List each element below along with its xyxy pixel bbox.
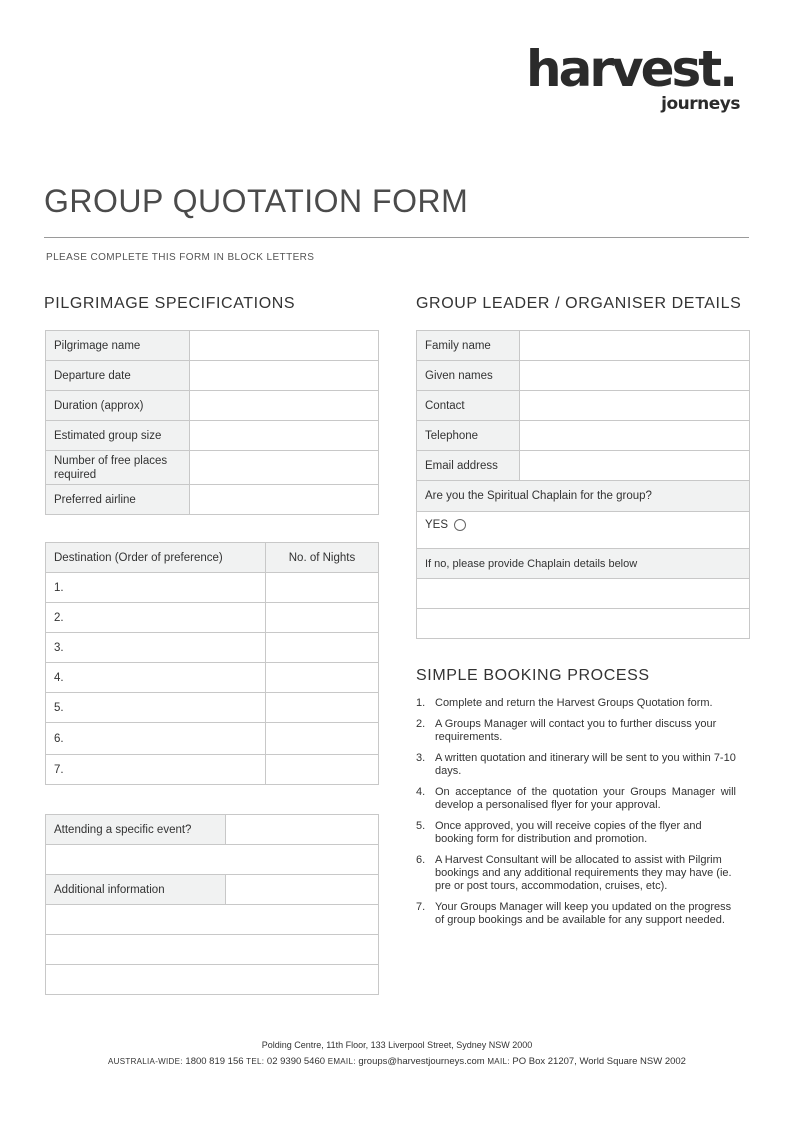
pilgrimage-heading: PILGRIMAGE SPECIFICATIONS <box>44 295 296 312</box>
row-number: 4. <box>54 671 64 684</box>
table-row <box>46 845 379 875</box>
pilgrimage-name-label: Pilgrimage name <box>46 331 190 361</box>
step-text: Once approved, you will receive copies of the flyer and booking form for distribution and promotion. <box>435 820 702 845</box>
step-text: A written quotation and itinerary will be sent to you within 7-10 days. <box>435 752 736 777</box>
additional-info-label: Additional information <box>46 875 226 905</box>
logo-subtitle: journeys <box>661 94 740 114</box>
specific-event-field[interactable] <box>226 815 379 845</box>
table-row <box>46 815 379 845</box>
title-divider <box>44 237 749 238</box>
pilgrimage-table <box>45 330 379 515</box>
destination-field[interactable] <box>46 663 266 693</box>
telephone-label: Telephone <box>417 421 520 451</box>
step-text: A Harvest Consultant will be allocated to assist with Pilgrim bookings and any additional requirements they may have (ie. pre or post tours, accommodation, cruises, etc). <box>435 854 732 892</box>
leader-table <box>416 330 750 639</box>
nights-field[interactable] <box>266 663 379 693</box>
row-number: 5. <box>54 701 64 714</box>
preferred-airline-label: Preferred airline <box>46 485 190 515</box>
table-row <box>46 755 379 785</box>
destination-column-header: Destination (Order of preference) <box>46 543 266 573</box>
chaplain-question: Are you the Spiritual Chaplain for the group? <box>417 481 750 512</box>
free-places-field[interactable] <box>190 451 379 485</box>
destination-field[interactable] <box>46 693 266 723</box>
mail-address: PO Box 21207, World Square NSW 2002 <box>512 1056 686 1067</box>
departure-date-label: Departure date <box>46 361 190 391</box>
additional-table <box>45 814 379 995</box>
table-header-row <box>46 543 379 573</box>
table-row <box>46 603 379 633</box>
step-text: Your Groups Manager will keep you updated on the progress of group bookings and be available for any support needed. <box>435 901 732 926</box>
table-row <box>46 875 379 905</box>
table-row <box>46 693 379 723</box>
step-text: On acceptance of the quotation your Groups Manager will develop a personalised flyer for your approval. <box>435 786 736 811</box>
table-row <box>46 331 379 361</box>
table-row <box>46 723 379 755</box>
tel-label: TEL: <box>246 1057 265 1066</box>
family-name-label: Family name <box>417 331 520 361</box>
preferred-airline-field[interactable] <box>190 485 379 515</box>
table-row <box>417 421 750 451</box>
table-row <box>46 485 379 515</box>
list-item: 6. A Harvest Consultant will be allocated to assist with Pilgrim bookings and any additional requirements they may have (ie. pre or post tours, accommodation, cruises, etc). <box>416 854 732 892</box>
chaplain-answer-cell <box>417 512 750 549</box>
table-row <box>417 451 750 481</box>
additional-info-line[interactable] <box>46 905 379 935</box>
specific-event-label: Attending a specific event? <box>46 815 226 845</box>
given-names-label: Given names <box>417 361 520 391</box>
row-number: 3. <box>54 641 64 654</box>
table-row <box>46 965 379 995</box>
table-row <box>417 481 750 512</box>
group-size-label: Estimated group size <box>46 421 190 451</box>
list-item: 3. A written quotation and itinerary will be sent to you within 7-10 days. <box>416 752 736 777</box>
booking-steps-list <box>416 697 736 935</box>
nights-field[interactable] <box>266 603 379 633</box>
destination-field[interactable] <box>46 603 266 633</box>
destination-field[interactable] <box>46 573 266 603</box>
row-number: 1. <box>54 581 64 594</box>
table-row <box>46 573 379 603</box>
destinations-table <box>45 542 379 785</box>
nights-field[interactable] <box>266 755 379 785</box>
contact-label: Contact <box>417 391 520 421</box>
table-row <box>46 935 379 965</box>
table-row <box>46 451 379 485</box>
email-label: Email address <box>417 451 520 481</box>
australia-wide-number: 1800 819 156 <box>185 1056 244 1067</box>
telephone-field[interactable] <box>520 421 750 451</box>
family-name-field[interactable] <box>520 331 750 361</box>
pilgrimage-name-field[interactable] <box>190 331 379 361</box>
footer-contacts <box>0 1056 794 1067</box>
table-row <box>417 331 750 361</box>
leader-heading: GROUP LEADER / ORGANISER DETAILS <box>416 295 742 312</box>
nights-field[interactable] <box>266 693 379 723</box>
duration-label: Duration (approx) <box>46 391 190 421</box>
group-size-field[interactable] <box>190 421 379 451</box>
table-row <box>417 579 750 609</box>
departure-date-field[interactable] <box>190 361 379 391</box>
table-row <box>46 391 379 421</box>
row-number: 6. <box>54 732 64 745</box>
destination-field[interactable] <box>46 723 266 755</box>
given-names-field[interactable] <box>520 361 750 391</box>
table-row <box>417 609 750 639</box>
additional-info-line[interactable] <box>46 965 379 995</box>
page-title: GROUP QUOTATION FORM <box>44 183 469 219</box>
destination-field[interactable] <box>46 633 266 663</box>
email-label: EMAIL: <box>327 1057 356 1066</box>
mail-label: MAIL: <box>487 1057 510 1066</box>
table-row <box>46 633 379 663</box>
table-row <box>46 361 379 391</box>
logo-wordmark: harvest. <box>526 40 736 98</box>
table-row <box>46 663 379 693</box>
nights-field[interactable] <box>266 723 379 755</box>
email-address: groups@harvestjourneys.com <box>358 1056 485 1067</box>
table-row <box>46 421 379 451</box>
chaplain-details-line[interactable] <box>417 579 750 609</box>
free-places-label: Number of free places required <box>46 451 190 485</box>
booking-heading: SIMPLE BOOKING PROCESS <box>416 667 650 684</box>
step-text: Complete and return the Harvest Groups Quotation form. <box>435 697 713 709</box>
duration-field[interactable] <box>190 391 379 421</box>
specific-event-answer[interactable] <box>46 845 379 875</box>
list-item: 4. On acceptance of the quotation your Groups Manager will develop a personalised flyer for your approval. <box>416 786 736 811</box>
additional-info-line[interactable] <box>46 935 379 965</box>
step-text: A Groups Manager will contact you to further discuss your requirements. <box>435 718 717 743</box>
nights-field[interactable] <box>266 633 379 663</box>
table-row <box>417 391 750 421</box>
yes-radio[interactable] <box>454 519 466 531</box>
list-item: 5. Once approved, you will receive copies of the flyer and booking form for distribution and promotion. <box>416 820 702 845</box>
table-row <box>417 549 750 579</box>
destination-field[interactable] <box>46 755 266 785</box>
footer-address: Polding Centre, 11th Floor, 133 Liverpool Street, Sydney NSW 2000 <box>261 1040 533 1050</box>
chaplain-note: If no, please provide Chaplain details below <box>417 549 750 579</box>
australia-wide-label: AUSTRALIA-WIDE: <box>108 1057 183 1066</box>
table-row <box>46 905 379 935</box>
nights-column-header: No. of Nights <box>266 543 379 573</box>
table-row <box>417 512 750 549</box>
list-item: 2. A Groups Manager will contact you to further discuss your requirements. <box>416 718 717 743</box>
yes-label: YES <box>425 519 449 531</box>
nights-field[interactable] <box>266 573 379 603</box>
email-field[interactable] <box>520 451 750 481</box>
form-instructions: PLEASE COMPLETE THIS FORM IN BLOCK LETTERS <box>46 252 315 263</box>
tel-number: 02 9390 5460 <box>266 1056 326 1067</box>
harvest-journeys-logo <box>526 40 750 120</box>
table-row <box>417 361 750 391</box>
list-item: 7. Your Groups Manager will keep you updated on the progress of group bookings and be available for any support needed. <box>416 901 732 926</box>
row-number: 7. <box>54 763 64 776</box>
chaplain-details-line[interactable] <box>417 609 750 639</box>
additional-info-field[interactable] <box>226 875 379 905</box>
list-item: 1. Complete and return the Harvest Groups Quotation form. <box>416 697 713 709</box>
contact-field[interactable] <box>520 391 750 421</box>
row-number: 2. <box>54 611 64 624</box>
